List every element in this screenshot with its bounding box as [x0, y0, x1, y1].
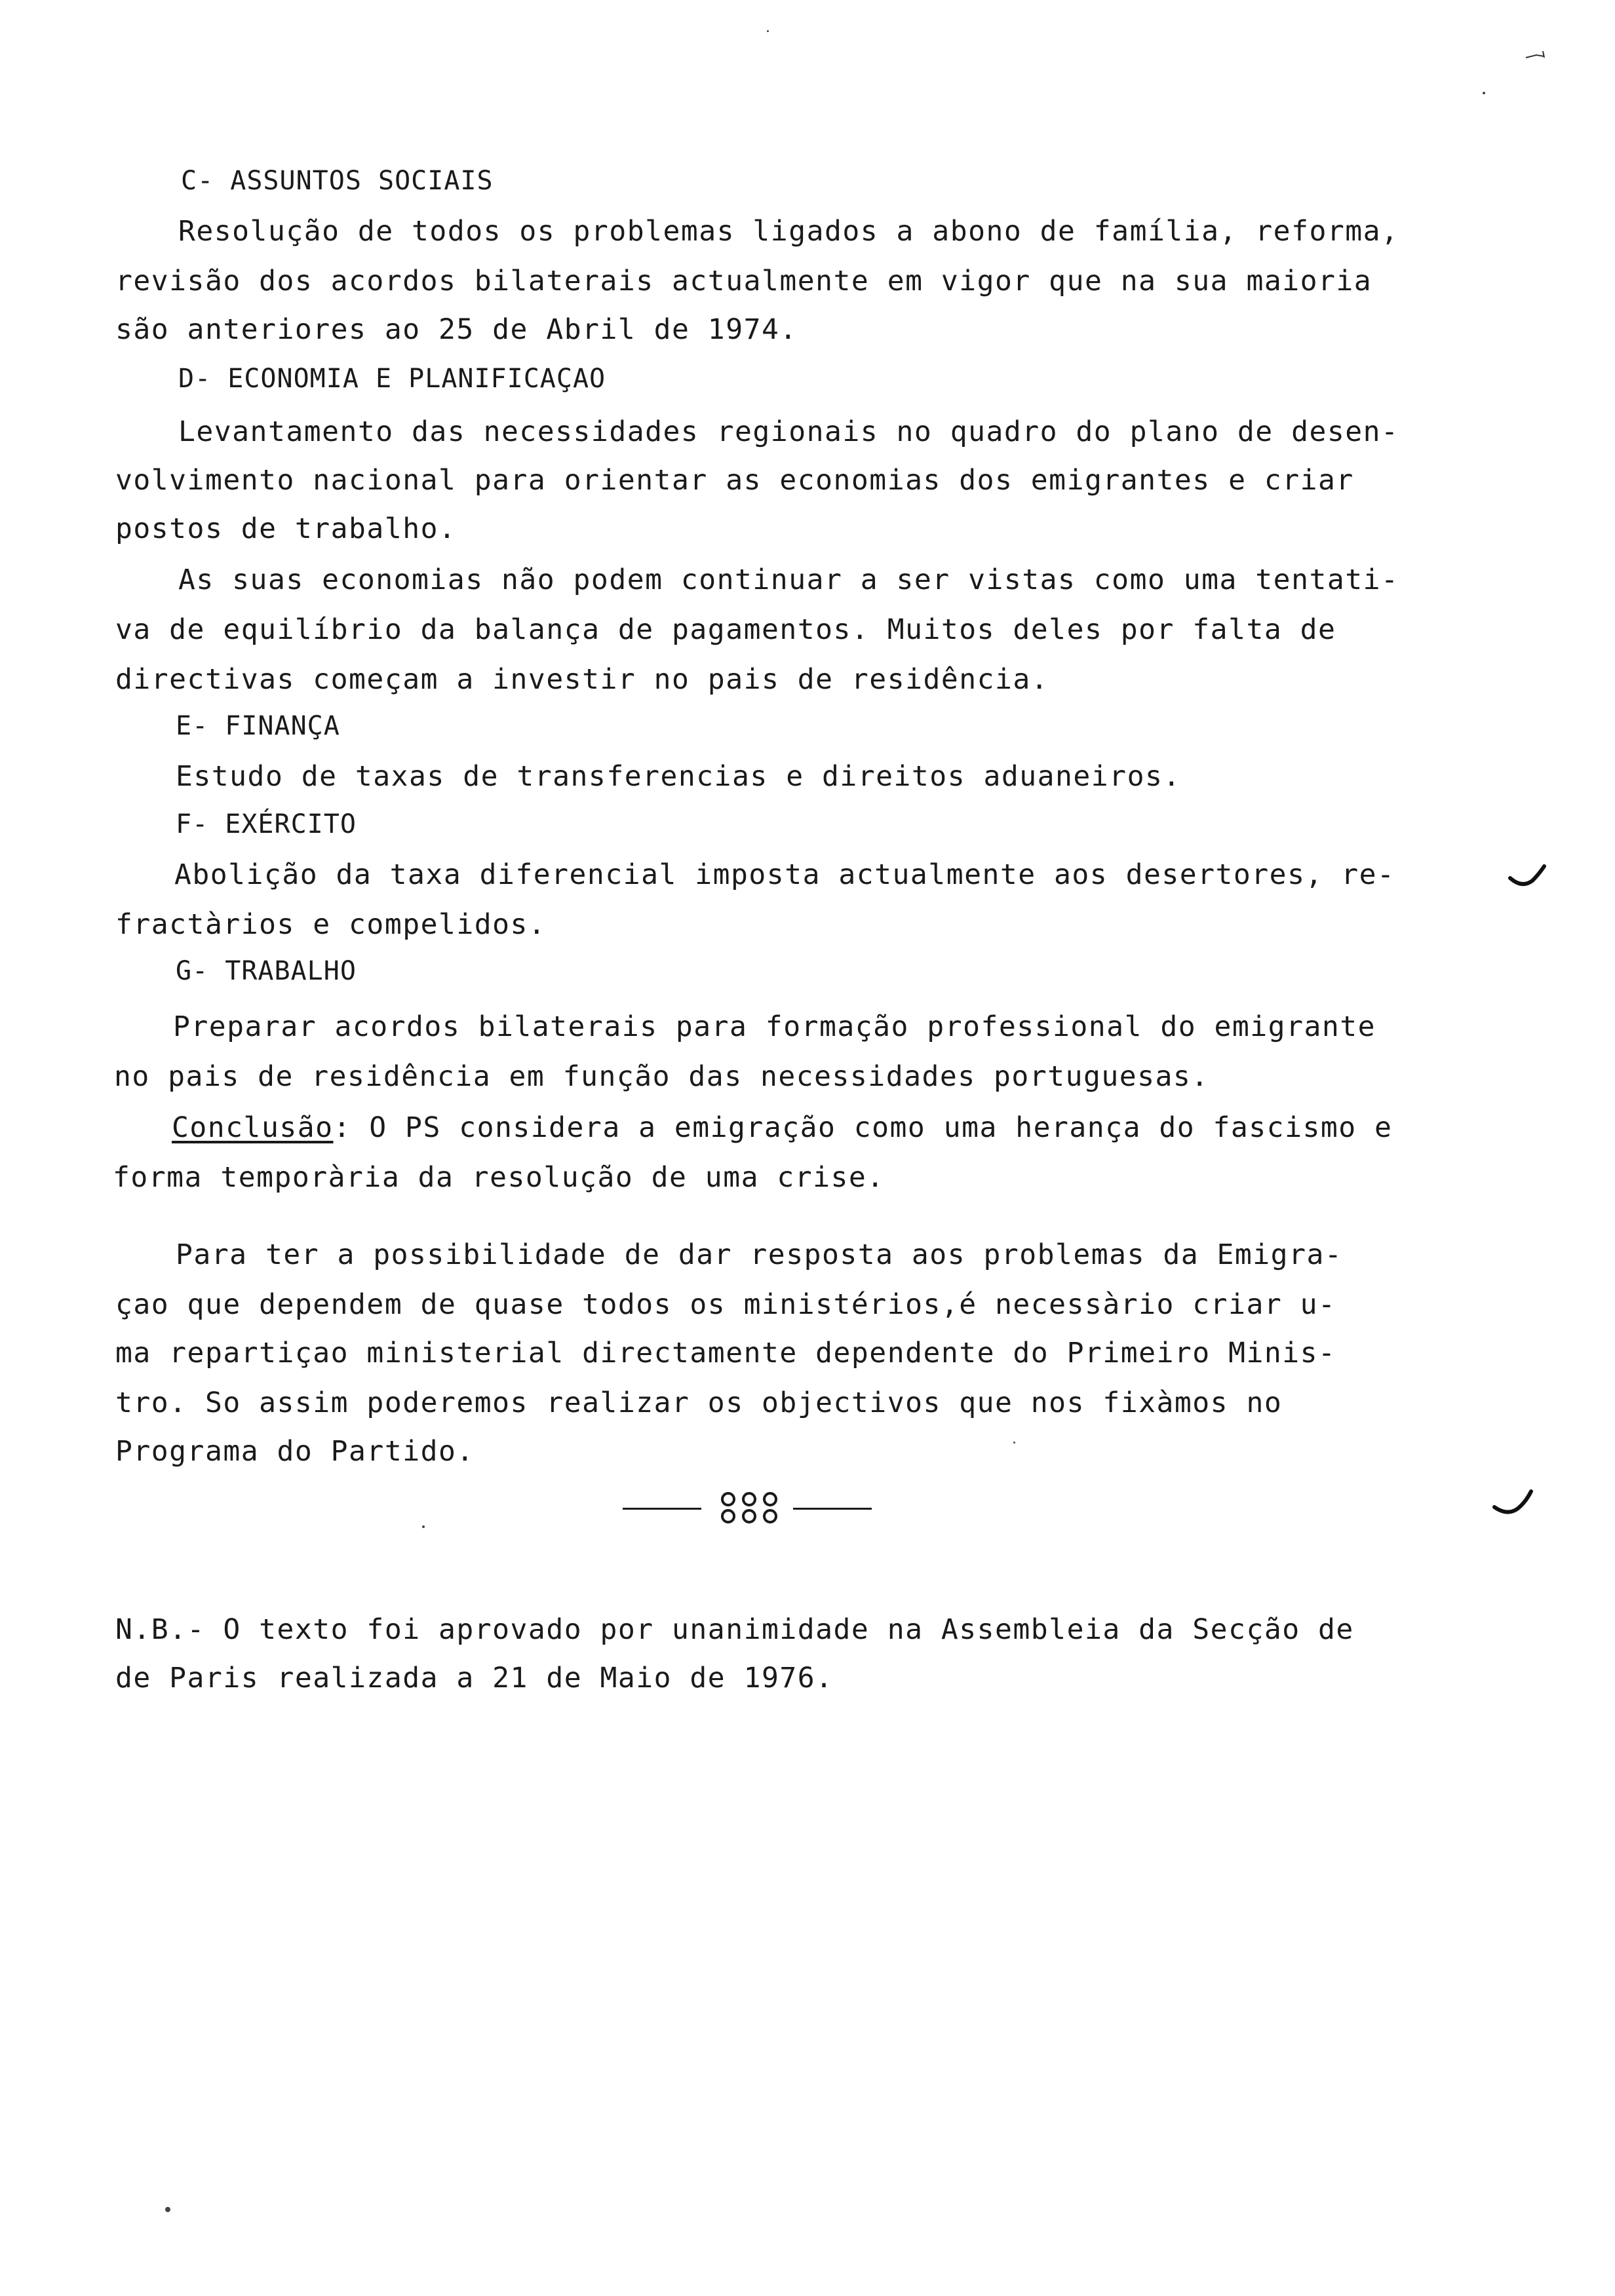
scan-speck [165, 2207, 170, 2212]
section-d-line-2: volvimento nacional para orientar as economias dos emigrantes e criar [115, 464, 1354, 497]
closing-line-3: ma repartiçao ministerial directamente dependente do Primeiro Minis- [115, 1337, 1336, 1369]
section-f-line-2: fractàrios e compelidos. [115, 908, 547, 941]
conclusion-line-1 [172, 1111, 1393, 1144]
section-d-line-1: Levantamento das necessidades regionais no quadro do plano de desen- [178, 415, 1399, 448]
section-f-heading: F- EXÉRCITO [176, 809, 357, 839]
separator-rule-right [793, 1508, 872, 1510]
section-d-line-4: As suas economias não podem continuar a ser vistas como uma tentati- [178, 564, 1399, 596]
scan-speck [1013, 1442, 1015, 1444]
closing-line-4: tro. So assim poderemos realizar os objectivos que nos fixàmos no [115, 1387, 1283, 1419]
conclusion-label: Conclusão [172, 1111, 334, 1144]
note-line-2: de Paris realizada a 21 de Maio de 1976. [115, 1662, 834, 1694]
section-c-line-3: são anteriores ao 25 de Abril de 1974. [115, 313, 798, 346]
section-separator [623, 1486, 872, 1525]
section-g-line-2: no pais de residência em função das necessidades portuguesas. [114, 1060, 1209, 1093]
section-c-line-2: revisão dos acordos bilaterais actualmente em vigor que na sua maioria [115, 265, 1372, 297]
section-d-line-5: va de equilíbrio da balança de pagamentos. Muitos deles por falta de [115, 613, 1336, 646]
scan-speck [422, 1525, 425, 1528]
section-c-heading: C- ASSUNTOS SOCIAIS [181, 166, 494, 196]
closing-line-1: Para ter a possibilidade de dar resposta aos problemas da Emigra- [176, 1238, 1343, 1271]
scan-mark-top-right [1525, 48, 1548, 62]
handwritten-check-mark-1 [1508, 862, 1547, 891]
separator-rule-left [623, 1508, 701, 1510]
section-d-line-3: postos de trabalho. [115, 512, 457, 545]
note-line-1: N.B.- O texto foi aprovado por unanimidade na Assembleia da Secção de [115, 1613, 1354, 1646]
section-e-line-1: Estudo de taxas de transferencias e direitos aduaneiros. [176, 760, 1181, 793]
section-g-line-1: Preparar acordos bilaterais para formação professional do emigrante [173, 1010, 1376, 1043]
closing-line-2: çao que dependem de quase todos os ministérios,é necessàrio criar u- [115, 1288, 1336, 1321]
section-e-heading: E- FINANÇA [176, 711, 340, 741]
scan-speck [767, 30, 769, 32]
section-g-heading: G- TRABALHO [176, 956, 357, 986]
conclusion-line-1-text: : O PS considera a emigração como uma herança do fascismo e [333, 1111, 1393, 1144]
closing-line-5: Programa do Partido. [115, 1435, 475, 1468]
section-f-line-1: Abolição da taxa diferencial imposta actualmente aos desertores, re- [174, 858, 1395, 891]
separator-circles-icon [716, 1490, 782, 1527]
section-d-line-6: directivas começam a investir no pais de residência. [115, 663, 1049, 696]
handwritten-check-mark-2 [1492, 1487, 1534, 1519]
section-d-heading: D- ECONOMIA E PLANIFICAÇAO [178, 364, 606, 394]
section-c-line-1: Resolução de todos os problemas ligados a abono de família, reforma, [178, 215, 1399, 248]
conclusion-line-2: forma temporària da resolução de uma crise. [113, 1161, 885, 1194]
scan-speck [1483, 92, 1485, 94]
